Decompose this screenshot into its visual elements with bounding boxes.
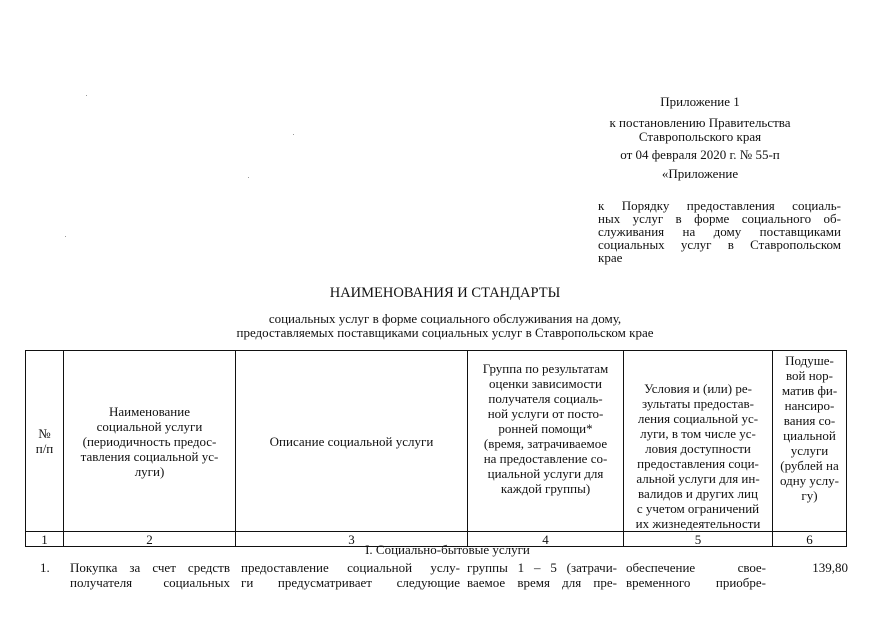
header-group: Группа по результатам оценки зависимости получателя социаль- ной услуги от посто- ронней помощи* (время, затрачиваемое на предоставление со- циальной услуги для каждой группы) bbox=[468, 351, 624, 532]
document-title: НАИМЕНОВАНИЯ И СТАНДАРТЫ bbox=[329, 285, 561, 301]
appendix-line: от 04 февраля 2020 г. № 55-п bbox=[620, 147, 780, 162]
row-group: группы 1 – 5 (затрачи- ваемое время для пре- bbox=[467, 560, 617, 590]
column-number: 2 bbox=[64, 532, 236, 547]
order-line: к Порядку предоставления социаль- bbox=[598, 198, 841, 213]
row-conditions: обеспечение своe- временного приобре- bbox=[626, 560, 766, 590]
row-service-name: Покупка за счет средств получателя социальных bbox=[70, 560, 230, 590]
scan-speck bbox=[65, 236, 66, 237]
subtitle-line: предоставляемых поставщиками социальных услуг в Ставропольском крае bbox=[236, 325, 654, 340]
order-reference bbox=[598, 199, 841, 264]
appendix-line: «Приложение bbox=[661, 166, 739, 181]
order-line: служивания на дому поставщиками bbox=[598, 224, 841, 239]
appendix-block bbox=[560, 94, 840, 181]
table-header-row bbox=[26, 351, 847, 532]
scan-speck bbox=[248, 177, 249, 178]
order-line: ных услуг в форме социального об- bbox=[598, 211, 841, 226]
scan-speck bbox=[86, 95, 87, 96]
column-number: 6 bbox=[773, 532, 847, 547]
row-number: 1. bbox=[40, 560, 50, 575]
row-description: предоставление социальной услу- ги предусматривает следующие bbox=[241, 560, 460, 590]
appendix-line: к постановлению Правительства bbox=[609, 115, 791, 130]
row-norm: 139,80 bbox=[812, 560, 848, 575]
order-line: социальных услуг в Ставропольском bbox=[598, 237, 841, 252]
header-service-name: Наименование социальной услуги (периодичность предос- тавления социальной ус- луги) bbox=[64, 351, 236, 532]
header-number: № п/п bbox=[26, 351, 64, 532]
column-number: 4 bbox=[468, 532, 624, 547]
column-number: 1 bbox=[26, 532, 64, 547]
standards-table bbox=[25, 350, 847, 547]
scan-speck bbox=[293, 134, 294, 135]
appendix-line: Ставропольского края bbox=[638, 129, 762, 144]
column-number: 5 bbox=[624, 532, 773, 547]
header-conditions: Условия и (или) ре- зультаты предостав- ления социальной ус- луги, в том числе ус- ловия доступности предоставления соци- альной услуги для ин- валидов и других лиц с учетом ограничений их жизнедеятельности bbox=[624, 351, 773, 532]
section-heading: I. Социально-бытовые услуги bbox=[365, 542, 530, 557]
order-line: крае bbox=[598, 250, 623, 265]
header-description: Описание социальной услуги bbox=[236, 351, 468, 532]
subtitle-line: социальных услуг в форме социального обслуживания на дому, bbox=[268, 311, 622, 326]
appendix-line: Приложение 1 bbox=[660, 94, 740, 109]
header-norm: Подуше- вой нор- матив фи- нансиро- вания со- циальной услуги (рублей на одну услу- гу) bbox=[773, 351, 847, 532]
document-subtitle bbox=[0, 312, 890, 340]
column-number: 3 bbox=[236, 532, 468, 547]
